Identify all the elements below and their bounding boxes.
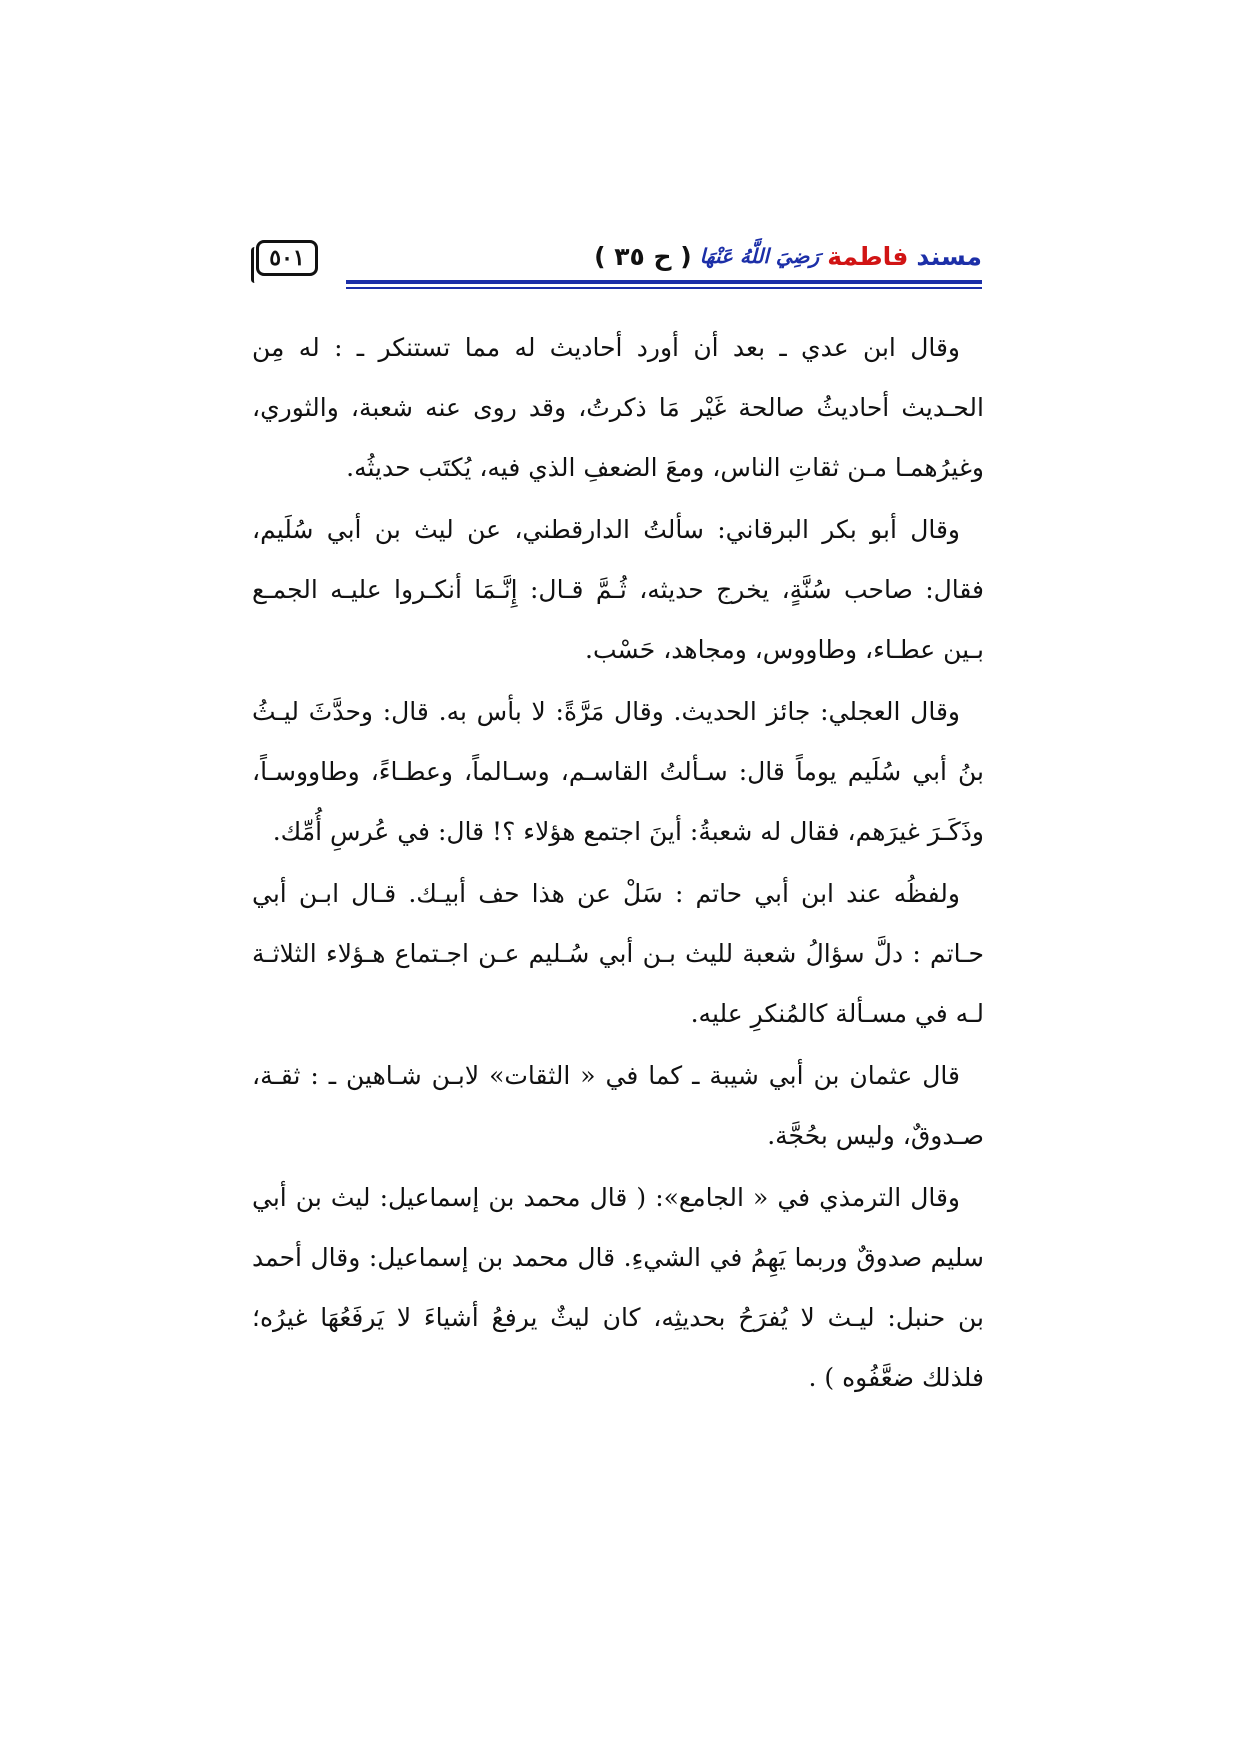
hadith-reference: ( ح ٣٥ ) (594, 241, 692, 271)
paragraph-uthman: قال عثمان بن أبي شيبة ـ كما في « الثقات» لابـن شـاهين ـ : ثقـة، صـدوقٌ، وليس بحُجَّة. (252, 1061, 984, 1150)
page-body (252, 318, 984, 1410)
page-header (256, 234, 982, 294)
paragraph-tirmidhi: وقال الترمذي في « الجامع»: ( قال محمد بن إسماعيل: ليث بن أبي سليم صدوقٌ وربما يَهِمُ في الشيءِ. قال محمد بن إسماعيل: وقال أحمد بن حنبل: ليـث لا يُفرَحُ بحديثِه، كان ليثٌ يرفعُ أشياءَ لا يَرفَعُهَا غيرُه؛ فلذلك ضعَّفُوه ) . (252, 1183, 984, 1392)
title-main: مسند (916, 241, 982, 271)
running-title (594, 234, 982, 278)
paragraph-barqani: وقال أبو بكر البرقاني: سألتُ الدارقطني، عن ليث بن أبي سُلَيم، فقال: صاحب سُنَّةٍ، يخرج حديثه، ثُـمَّ قـال: إِنَّـمَا أنكـروا عليـه الجمـع بـين عطـاء، وطاووس، ومجاهد، حَسْب. (252, 515, 984, 664)
title-name: فاطمة (827, 241, 909, 271)
paragraph-ibn-adi: وقال ابن عدي ـ بعد أن أورد أحاديث له مما تستنكر ـ : له مِن الحـديث أحاديثُ صالحة غَيْر مَا ذكرتُ، وقد روى عنه شعبة، والثوري، وغيرُهمـا مـن ثقاتِ الناس، ومعَ الضعفِ الذي فيه، يُكتَب حديثُه. (252, 333, 984, 482)
paragraph-ijli: وقال العجلي: جائز الحديث. وقال مَرَّةً: لا بأس به. قال: وحدَّثَ ليـثُ بنُ أبي سُلَيم يوماً قال: سـألتُ القاسـم، وسـالماً، وعطـاءً، وطاووسـاً، وذَكَـرَ غيرَهم، فقال له شعبةُ: أينَ اجتمع هؤلاء ؟! قال: في عُرسِ أُمِّك. (252, 697, 984, 846)
honorific-calligraphy: رَضِيَ اللَّهُ عَنْهَا (699, 244, 820, 268)
header-rule-thick (346, 280, 982, 284)
page-number: ٥٠١ (256, 240, 318, 276)
header-rule-thin (346, 287, 982, 289)
paragraph-ibn-abi-hatim: ولفظُه عند ابن أبي حاتم : سَلْ عن هذا حف أبيـك. قـال ابـن أبي حـاتم : دلَّ سؤالُ شعبة لليث بـن أبي سُـليم عـن اجـتماع هـؤلاء الثلاثـة لـه في مسـألة كالمُنكرِ عليه. (252, 879, 984, 1028)
